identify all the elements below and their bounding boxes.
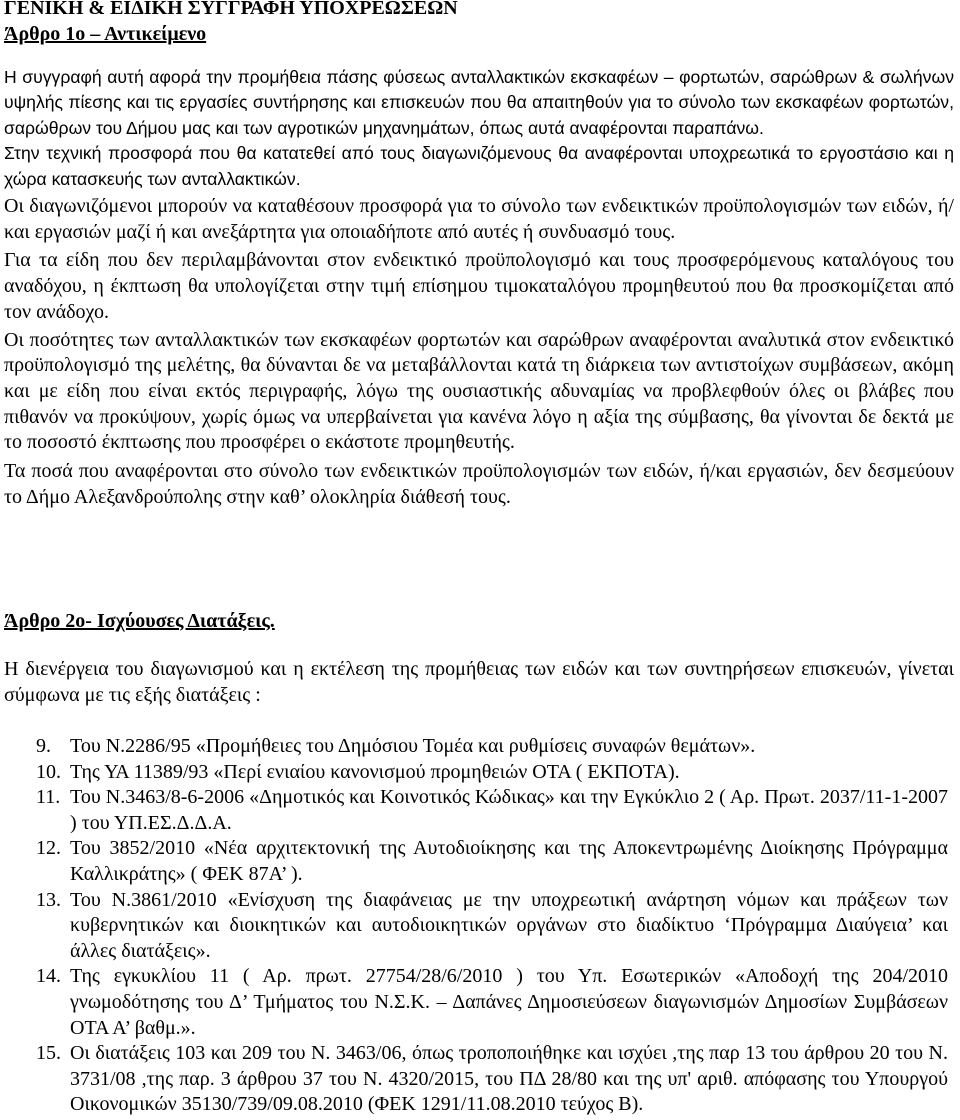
provisions-list xyxy=(4,734,954,1118)
item-text: Του Ν.3861/2010 «Ενίσχυση της διαφάνειας με την υποχρεωτική ανάρτηση νόμων και πράξεων των κυβερνητικών και διοικητικών και αυτοδιοικητικών οργάνων στο διαδίκτυο ‘Πρόγραμμα Διαύγεια’ και άλλες διατάξεις». xyxy=(70,888,948,962)
item-text: Του 3852/2010 «Νέα αρχιτεκτονική της Αυτοδιοίκησης και της Αποκεντρωμένης Διοίκησης Πρόγραμμα Καλλικράτης» ( ΦΕΚ 87Α’ ). xyxy=(70,837,948,885)
document-heading: ΓΕΝΙΚΗ & ΕΙΔΙΚΗ ΣΥΓΓΡΑΦΗ ΥΠΟΧΡΕΩΣΕΩΝ xyxy=(4,0,458,19)
list-item xyxy=(4,1041,954,1118)
item-number: 11. xyxy=(36,786,61,809)
item-number: 13. xyxy=(36,888,61,911)
paragraph-scope: Η συγγραφή αυτή αφορά την προμήθεια πάσης φύσεως ανταλλακτικών εκσκαφέων – φορτωτών, σαρώθρων & σωλήνων υψηλής πίεσης και τις εργασίες συντήρησης και επισκευών που θα απαιτηθούν για το σύνολο των εκσκαφέων φορτωτών, σαρώθρων του Δήμου μας και των αγροτικών μηχανημάτων, όπως αυτά αναφέρονται παραπάνω. xyxy=(4,67,954,138)
list-item xyxy=(4,888,954,965)
list-item xyxy=(4,785,954,836)
item-number: 15. xyxy=(36,1042,61,1065)
list-item xyxy=(4,760,954,786)
article-2-title: Άρθρο 2ο- Ισχύουσες Διατάξεις. xyxy=(4,610,275,632)
item-number: 12. xyxy=(36,837,61,860)
list-item xyxy=(4,964,954,1041)
item-text: Της ΥΑ 11389/93 «Περί ενιαίου κανονισμού προμηθειών ΟΤΑ ( ΕΚΠΟΤΑ). xyxy=(70,760,680,783)
item-number: 10. xyxy=(36,760,61,783)
item-text: Οι διατάξεις 103 και 209 του Ν. 3463/06, όπως τροποποιήθηκε και ισχύει ,της παρ 13 του άρθρου 20 του Ν. 3731/08 ,της παρ. 3 άρθρου 37 του Ν. 4320/2015, του ΠΔ 28/80 και της υπ' αριθ. απόφασης του Υπουργού Οικονομικών 35130/739/09.08.2010 (ΦΕΚ 1291/11.08.2010 τεύχος Β). xyxy=(70,1042,948,1116)
paragraph-bidders: Οι διαγωνιζόμενοι μπορούν να καταθέσουν προσφορά για το σύνολο των ενδεικτικών προϋπολογισμών των ειδών, ή/και εργασιών μαζί ή και ανεξάρτητα για οποιαδήποτε από αυτές ή συνδυασμό τους. xyxy=(4,195,954,243)
article-1-body xyxy=(4,65,954,510)
paragraph-discount: Για τα είδη που δεν περιλαμβάνονται στον ενδεικτικό προϋπολογισμό και τους προσφερόμενους καταλόγους του αναδόχου, η έκπτωση θα υπολογίζεται στην τιμή επίσημου τιμοκαταλόγου προμηθευτού που θα προσκομίζεται από τον ανάδοχο. xyxy=(4,249,954,323)
paragraph-technical-offer: Στην τεχνική προσφορά που θα κατατεθεί από τους διαγωνιζόμενους θα αναφέρονται υποχρεωτικά το εργοστάσιο και η χώρα κατασκευής των ανταλλακτικών. xyxy=(4,143,954,189)
item-text: Του Ν.2286/95 «Προμήθειες του Δημόσιου Τομέα και ρυθμίσεις συναφών θεμάτων». xyxy=(70,735,756,757)
article-2-intro: Η διενέργεια του διαγωνισμού και η εκτέλεση της προμήθειας των ειδών και των συντηρήσεων επισκευών, γίνεται σύμφωνα με τις εξής διατάξεις : xyxy=(4,658,954,706)
item-number: 9. xyxy=(36,735,51,757)
article-1-title: Άρθρο 1ο – Αντικείμενο xyxy=(4,23,207,45)
paragraph-amounts: Τα ποσά που αναφέρονται στο σύνολο των ενδεικτικών προϋπολογισμών των ειδών, ή/και εργασιών, δεν δεσμεύουν το Δήμο Αλεξανδρούπολης στην καθ’ ολοκληρία διάθεσή τους. xyxy=(4,460,954,508)
paragraph-quantities: Οι ποσότητες των ανταλλακτικών των εκσκαφέων φορτωτών και σαρώθρων αναφέρονται αναλυτικά στον ενδεικτικό προϋπολογισμό της μελέτης, θα δύνανται δε να μεταβάλλονται κατά τη διάρκεια των αντιστοίχων συμβάσεων, ακόμη και με είδη που είναι εκτός περιγραφής, λόγω της ουσιαστικής αδυναμίας να προβλεφθούν όλες οι βλάβες που πιθανόν να προκύψουν, χωρίς όμως να υπερβαίνεται για κανένα λόγο η αξία της σύμβασης, θα γίνονται δε δεκτά με το ποσοστό έκπτωσης που προσφέρει ο εκάστοτε προμηθευτής. xyxy=(4,328,954,454)
list-item xyxy=(4,836,954,887)
item-text: Της εγκυκλίου 11 ( Αρ. πρωτ. 27754/28/6/2010 ) του Υπ. Εσωτερικών «Αποδοχή της 204/2010 γνωμοδότησης του Δ’ Τμήματος του Ν.Σ.Κ. – Δαπάνες Δημοσιεύσεων διαγωνισμών Δημοσίων Συμβάσεων ΟΤΑ Α’ βαθμ.». xyxy=(70,965,948,1039)
item-number: 14. xyxy=(36,965,61,988)
item-text: Του Ν.3463/8-6-2006 «Δημοτικός και Κοινοτικός Κώδικας» και την Εγκύκλιο 2 ( Αρ. Πρωτ. 2037/11-1-2007 ) του ΥΠ.ΕΣ.Δ.Δ.Α. xyxy=(70,786,948,834)
list-item xyxy=(4,734,954,760)
